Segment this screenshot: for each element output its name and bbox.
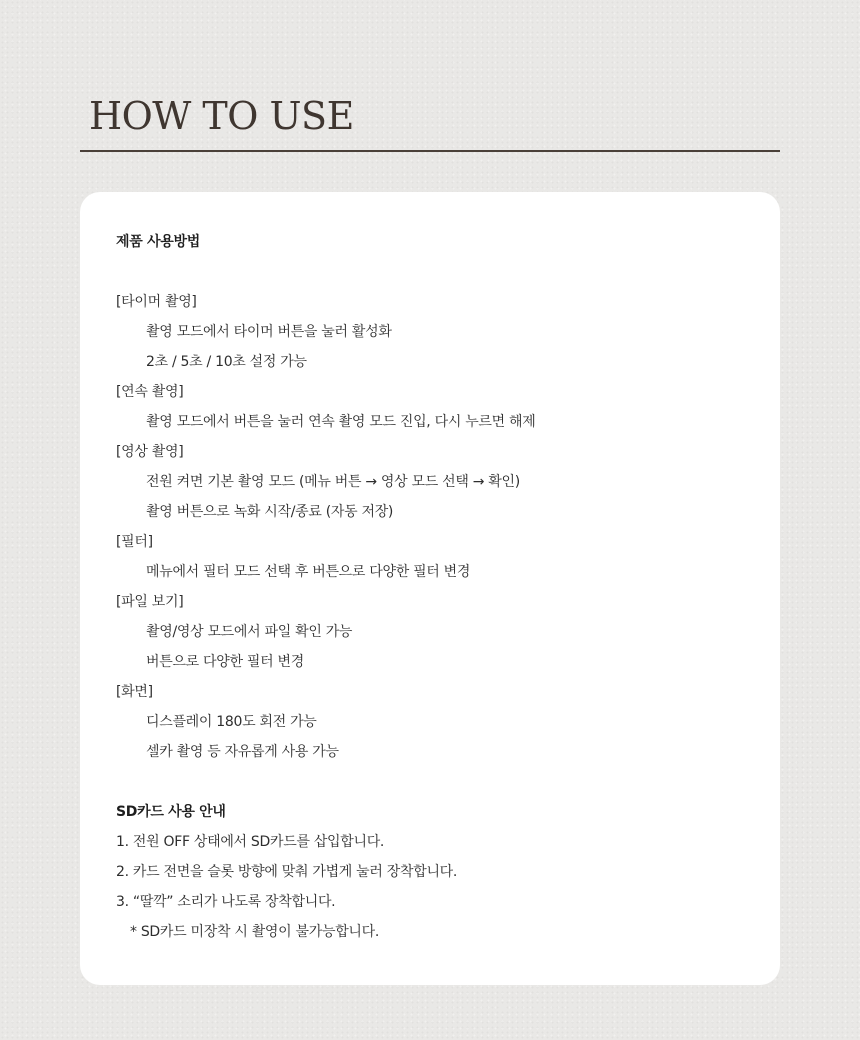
- sd-title: SD카드 사용 안내: [116, 804, 226, 820]
- sd-note: * SD카드 미장착 시 촬영이 불가능합니다.: [130, 924, 380, 940]
- section-item: 촬영 모드에서 타이머 버튼을 눌러 활성화: [146, 324, 392, 340]
- section-item: 촬영/영상 모드에서 파일 확인 가능: [146, 624, 353, 640]
- section-item: 촬영 버튼으로 녹화 시작/종료 (자동 저장): [146, 504, 394, 520]
- sd-step: 2. 카드 전면을 슬롯 방향에 맞춰 가볍게 눌러 장착합니다.: [116, 864, 458, 880]
- section-item: 촬영 모드에서 버튼을 눌러 연속 촬영 모드 진입, 다시 누르면 해제: [146, 414, 536, 430]
- usage-title: 제품 사용방법: [116, 234, 200, 250]
- usage-card: [80, 192, 780, 985]
- section-heading-video: [영상 촬영]: [116, 444, 184, 460]
- section-item: 버튼으로 다양한 필터 변경: [146, 654, 304, 670]
- sd-step: 1. 전원 OFF 상태에서 SD카드를 삽입합니다.: [116, 834, 385, 850]
- section-item: 메뉴에서 필터 모드 선택 후 버튼으로 다양한 필터 변경: [146, 564, 471, 580]
- section-item: 디스플레이 180도 회전 가능: [146, 714, 317, 730]
- section-item: 셀카 촬영 등 자유롭게 사용 가능: [146, 744, 339, 760]
- sd-step: 3. “딸깍” 소리가 나도록 장착합니다.: [116, 894, 336, 910]
- section-item: 2초 / 5초 / 10초 설정 가능: [146, 354, 307, 370]
- section-item: 전원 켜면 기본 촬영 모드 (메뉴 버튼 → 영상 모드 선택 → 확인): [146, 474, 520, 490]
- section-heading-file-view: [파일 보기]: [116, 594, 184, 610]
- section-heading-burst: [연속 촬영]: [116, 384, 184, 400]
- section-heading-screen: [화면]: [116, 684, 153, 700]
- page-title: HOW TO USE: [89, 94, 354, 138]
- title-divider: [80, 150, 780, 152]
- section-heading-filter: [필터]: [116, 534, 153, 550]
- section-heading-timer: [타이머 촬영]: [116, 294, 197, 310]
